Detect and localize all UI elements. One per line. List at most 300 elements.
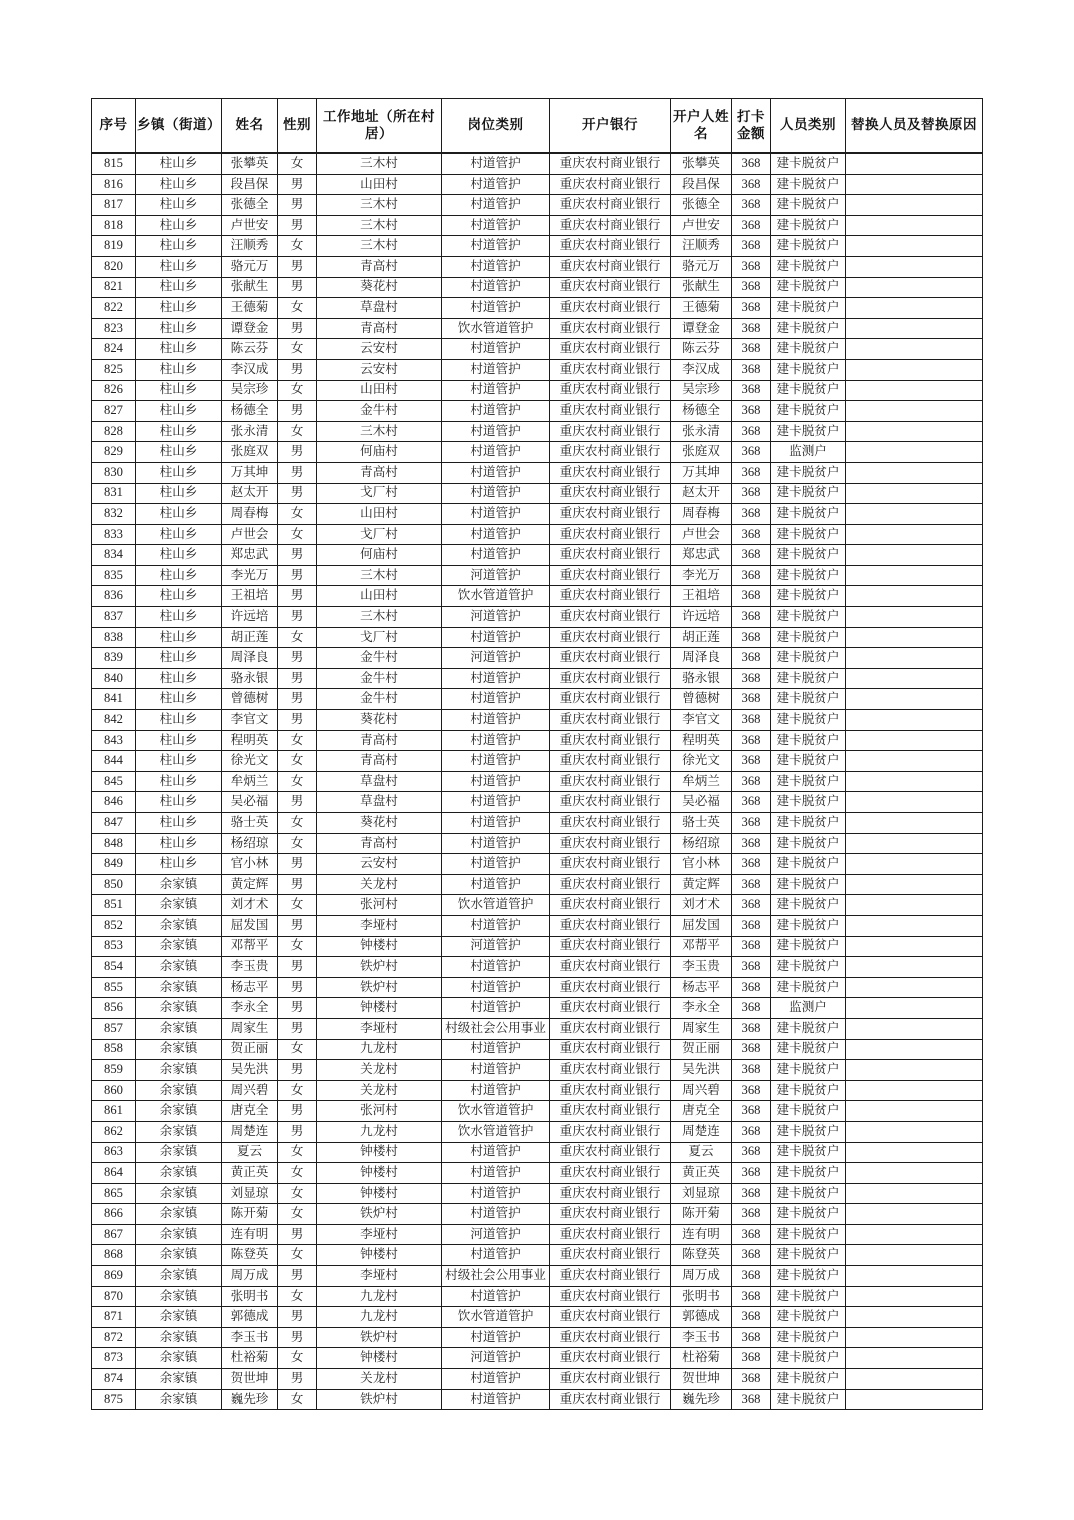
cell-category: 建卡脱贫户 xyxy=(771,1101,846,1122)
cell-serial: 837 xyxy=(92,607,136,628)
cell-gender: 女 xyxy=(278,627,317,648)
cell-gender: 女 xyxy=(278,813,317,834)
cell-bank: 重庆农村商业银行 xyxy=(550,565,671,586)
cell-category: 建卡脱贫户 xyxy=(771,895,846,916)
cell-village: 钟楼村 xyxy=(317,936,442,957)
cell-account-name: 李玉贵 xyxy=(671,957,732,978)
column-header-position: 岗位类别 xyxy=(442,99,550,154)
cell-name: 贺世坤 xyxy=(222,1369,278,1390)
cell-account-name: 李光万 xyxy=(671,565,732,586)
cell-serial: 866 xyxy=(92,1204,136,1225)
cell-category: 建卡脱贫户 xyxy=(771,689,846,710)
cell-name: 骆士英 xyxy=(222,813,278,834)
cell-position: 村道管护 xyxy=(442,751,550,772)
cell-gender: 男 xyxy=(278,957,317,978)
cell-gender: 男 xyxy=(278,874,317,895)
cell-replacement xyxy=(846,1286,983,1307)
cell-township: 柱山乡 xyxy=(136,215,222,236)
cell-account-name: 连有明 xyxy=(671,1224,732,1245)
cell-bank: 重庆农村商业银行 xyxy=(550,854,671,875)
cell-account-name: 骆永银 xyxy=(671,668,732,689)
cell-name: 黄定辉 xyxy=(222,874,278,895)
cell-village: 三木村 xyxy=(317,153,442,174)
cell-township: 柱山乡 xyxy=(136,504,222,525)
cell-amount: 368 xyxy=(732,730,771,751)
cell-village: 关龙村 xyxy=(317,1080,442,1101)
cell-serial: 843 xyxy=(92,730,136,751)
cell-gender: 男 xyxy=(278,1018,317,1039)
cell-bank: 重庆农村商业银行 xyxy=(550,504,671,525)
cell-amount: 368 xyxy=(732,1389,771,1410)
cell-amount: 368 xyxy=(732,1327,771,1348)
cell-amount: 368 xyxy=(732,771,771,792)
cell-amount: 368 xyxy=(732,586,771,607)
cell-township: 柱山乡 xyxy=(136,359,222,380)
cell-category: 建卡脱贫户 xyxy=(771,483,846,504)
cell-replacement xyxy=(846,1101,983,1122)
cell-category: 监测户 xyxy=(771,998,846,1019)
cell-account-name: 周泽良 xyxy=(671,648,732,669)
cell-amount: 368 xyxy=(732,1286,771,1307)
table-row xyxy=(92,174,983,195)
cell-gender: 男 xyxy=(278,648,317,669)
cell-position: 河道管护 xyxy=(442,648,550,669)
cell-bank: 重庆农村商业银行 xyxy=(550,380,671,401)
cell-bank: 重庆农村商业银行 xyxy=(550,1121,671,1142)
cell-bank: 重庆农村商业银行 xyxy=(550,1348,671,1369)
cell-amount: 368 xyxy=(732,359,771,380)
cell-bank: 重庆农村商业银行 xyxy=(550,153,671,174)
cell-bank: 重庆农村商业银行 xyxy=(550,339,671,360)
table-row xyxy=(92,1101,983,1122)
cell-township: 柱山乡 xyxy=(136,771,222,792)
cell-gender: 男 xyxy=(278,1266,317,1287)
cell-replacement xyxy=(846,771,983,792)
table-row xyxy=(92,339,983,360)
cell-position: 饮水管道管护 xyxy=(442,1121,550,1142)
cell-category: 建卡脱贫户 xyxy=(771,1307,846,1328)
cell-bank: 重庆农村商业银行 xyxy=(550,813,671,834)
cell-village: 三木村 xyxy=(317,215,442,236)
cell-replacement xyxy=(846,442,983,463)
cell-bank: 重庆农村商业银行 xyxy=(550,977,671,998)
cell-township: 柱山乡 xyxy=(136,442,222,463)
cell-serial: 826 xyxy=(92,380,136,401)
cell-serial: 846 xyxy=(92,792,136,813)
cell-village: 草盘村 xyxy=(317,792,442,813)
cell-name: 许远培 xyxy=(222,607,278,628)
cell-gender: 男 xyxy=(278,1060,317,1081)
cell-gender: 男 xyxy=(278,565,317,586)
cell-amount: 368 xyxy=(732,957,771,978)
cell-name: 周春梅 xyxy=(222,504,278,525)
cell-account-name: 程明英 xyxy=(671,730,732,751)
cell-account-name: 刘才术 xyxy=(671,895,732,916)
cell-village: 葵花村 xyxy=(317,813,442,834)
cell-serial: 853 xyxy=(92,936,136,957)
cell-replacement xyxy=(846,648,983,669)
cell-position: 村道管护 xyxy=(442,1163,550,1184)
cell-village: 金牛村 xyxy=(317,648,442,669)
table-row xyxy=(92,215,983,236)
table-row xyxy=(92,1121,983,1142)
cell-township: 余家镇 xyxy=(136,998,222,1019)
cell-serial: 817 xyxy=(92,195,136,216)
cell-name: 李永全 xyxy=(222,998,278,1019)
cell-position: 饮水管道管护 xyxy=(442,318,550,339)
cell-category: 建卡脱贫户 xyxy=(771,524,846,545)
cell-gender: 男 xyxy=(278,256,317,277)
cell-name: 赵太开 xyxy=(222,483,278,504)
cell-position: 村道管护 xyxy=(442,1389,550,1410)
cell-bank: 重庆农村商业银行 xyxy=(550,1142,671,1163)
cell-position: 河道管护 xyxy=(442,936,550,957)
cell-replacement xyxy=(846,586,983,607)
cell-account-name: 卢世会 xyxy=(671,524,732,545)
cell-name: 段昌保 xyxy=(222,174,278,195)
cell-amount: 368 xyxy=(732,401,771,422)
cell-account-name: 汪顺秀 xyxy=(671,236,732,257)
cell-village: 金牛村 xyxy=(317,689,442,710)
cell-position: 村道管护 xyxy=(442,1369,550,1390)
cell-township: 余家镇 xyxy=(136,1039,222,1060)
cell-category: 建卡脱贫户 xyxy=(771,813,846,834)
cell-bank: 重庆农村商业银行 xyxy=(550,1163,671,1184)
cell-serial: 842 xyxy=(92,710,136,731)
cell-account-name: 唐克全 xyxy=(671,1101,732,1122)
cell-bank: 重庆农村商业银行 xyxy=(550,730,671,751)
cell-gender: 男 xyxy=(278,195,317,216)
cell-position: 村道管护 xyxy=(442,298,550,319)
cell-account-name: 段昌保 xyxy=(671,174,732,195)
cell-replacement xyxy=(846,1121,983,1142)
cell-township: 余家镇 xyxy=(136,1224,222,1245)
cell-serial: 865 xyxy=(92,1183,136,1204)
cell-gender: 男 xyxy=(278,442,317,463)
cell-name: 张庭双 xyxy=(222,442,278,463)
cell-category: 建卡脱贫户 xyxy=(771,607,846,628)
table-row xyxy=(92,874,983,895)
cell-village: 铁炉村 xyxy=(317,977,442,998)
cell-township: 柱山乡 xyxy=(136,792,222,813)
cell-bank: 重庆农村商业银行 xyxy=(550,668,671,689)
cell-bank: 重庆农村商业银行 xyxy=(550,483,671,504)
cell-gender: 男 xyxy=(278,545,317,566)
cell-name: 曾德树 xyxy=(222,689,278,710)
cell-gender: 女 xyxy=(278,730,317,751)
cell-serial: 856 xyxy=(92,998,136,1019)
cell-serial: 819 xyxy=(92,236,136,257)
cell-name: 连有明 xyxy=(222,1224,278,1245)
cell-position: 饮水管道管护 xyxy=(442,1101,550,1122)
cell-bank: 重庆农村商业银行 xyxy=(550,1224,671,1245)
cell-bank: 重庆农村商业银行 xyxy=(550,1266,671,1287)
cell-amount: 368 xyxy=(732,1204,771,1225)
cell-replacement xyxy=(846,545,983,566)
cell-amount: 368 xyxy=(732,627,771,648)
cell-amount: 368 xyxy=(732,1245,771,1266)
cell-township: 柱山乡 xyxy=(136,833,222,854)
cell-township: 余家镇 xyxy=(136,1183,222,1204)
cell-category: 建卡脱贫户 xyxy=(771,833,846,854)
cell-position: 河道管护 xyxy=(442,1224,550,1245)
cell-account-name: 黄正英 xyxy=(671,1163,732,1184)
cell-position: 村道管护 xyxy=(442,771,550,792)
table-row xyxy=(92,545,983,566)
cell-amount: 368 xyxy=(732,977,771,998)
cell-bank: 重庆农村商业银行 xyxy=(550,1101,671,1122)
cell-account-name: 骆元万 xyxy=(671,256,732,277)
cell-township: 柱山乡 xyxy=(136,751,222,772)
cell-category: 建卡脱贫户 xyxy=(771,1286,846,1307)
cell-name: 李官文 xyxy=(222,710,278,731)
cell-category: 建卡脱贫户 xyxy=(771,421,846,442)
cell-village: 戈厂村 xyxy=(317,524,442,545)
cell-gender: 女 xyxy=(278,339,317,360)
cell-account-name: 周春梅 xyxy=(671,504,732,525)
cell-replacement xyxy=(846,689,983,710)
cell-gender: 男 xyxy=(278,462,317,483)
cell-bank: 重庆农村商业银行 xyxy=(550,1327,671,1348)
cell-bank: 重庆农村商业银行 xyxy=(550,545,671,566)
table-row xyxy=(92,792,983,813)
cell-replacement xyxy=(846,1266,983,1287)
cell-village: 钟楼村 xyxy=(317,1183,442,1204)
cell-name: 张永清 xyxy=(222,421,278,442)
cell-category: 建卡脱贫户 xyxy=(771,936,846,957)
cell-serial: 875 xyxy=(92,1389,136,1410)
cell-name: 夏云 xyxy=(222,1142,278,1163)
cell-category: 建卡脱贫户 xyxy=(771,1348,846,1369)
cell-village: 山田村 xyxy=(317,586,442,607)
cell-amount: 368 xyxy=(732,1369,771,1390)
table-row xyxy=(92,689,983,710)
table-row xyxy=(92,607,983,628)
cell-village: 铁炉村 xyxy=(317,1389,442,1410)
cell-replacement xyxy=(846,462,983,483)
cell-category: 建卡脱贫户 xyxy=(771,586,846,607)
cell-bank: 重庆农村商业银行 xyxy=(550,915,671,936)
cell-name: 刘才术 xyxy=(222,895,278,916)
cell-amount: 368 xyxy=(732,710,771,731)
cell-serial: 830 xyxy=(92,462,136,483)
cell-amount: 368 xyxy=(732,1183,771,1204)
cell-bank: 重庆农村商业银行 xyxy=(550,1245,671,1266)
cell-serial: 828 xyxy=(92,421,136,442)
cell-name: 李玉贵 xyxy=(222,957,278,978)
cell-position: 村道管护 xyxy=(442,627,550,648)
cell-name: 谭登金 xyxy=(222,318,278,339)
cell-account-name: 吴先洪 xyxy=(671,1060,732,1081)
cell-name: 周楚连 xyxy=(222,1121,278,1142)
cell-account-name: 牟炳兰 xyxy=(671,771,732,792)
cell-replacement xyxy=(846,792,983,813)
table-row xyxy=(92,1080,983,1101)
cell-amount: 368 xyxy=(732,833,771,854)
cell-township: 柱山乡 xyxy=(136,586,222,607)
cell-village: 三木村 xyxy=(317,607,442,628)
table-row xyxy=(92,730,983,751)
table-row xyxy=(92,668,983,689)
cell-township: 柱山乡 xyxy=(136,607,222,628)
cell-replacement xyxy=(846,998,983,1019)
cell-serial: 839 xyxy=(92,648,136,669)
column-header-name: 姓名 xyxy=(222,99,278,154)
cell-gender: 女 xyxy=(278,380,317,401)
cell-category: 建卡脱贫户 xyxy=(771,957,846,978)
cell-position: 村道管护 xyxy=(442,874,550,895)
cell-village: 钟楼村 xyxy=(317,1142,442,1163)
cell-name: 骆永银 xyxy=(222,668,278,689)
table-row xyxy=(92,1018,983,1039)
table-row xyxy=(92,895,983,916)
cell-account-name: 周家生 xyxy=(671,1018,732,1039)
cell-replacement xyxy=(846,668,983,689)
cell-amount: 368 xyxy=(732,1163,771,1184)
cell-position: 村道管护 xyxy=(442,442,550,463)
cell-replacement xyxy=(846,1327,983,1348)
cell-replacement xyxy=(846,1060,983,1081)
cell-gender: 女 xyxy=(278,1389,317,1410)
cell-account-name: 徐光文 xyxy=(671,751,732,772)
cell-account-name: 贺世坤 xyxy=(671,1369,732,1390)
cell-gender: 男 xyxy=(278,1101,317,1122)
cell-replacement xyxy=(846,1018,983,1039)
cell-township: 余家镇 xyxy=(136,1369,222,1390)
cell-position: 村道管护 xyxy=(442,833,550,854)
cell-position: 饮水管道管护 xyxy=(442,895,550,916)
cell-amount: 368 xyxy=(732,1142,771,1163)
cell-serial: 820 xyxy=(92,256,136,277)
cell-bank: 重庆农村商业银行 xyxy=(550,462,671,483)
cell-category: 建卡脱贫户 xyxy=(771,1327,846,1348)
cell-account-name: 赵太开 xyxy=(671,483,732,504)
cell-serial: 862 xyxy=(92,1121,136,1142)
cell-township: 余家镇 xyxy=(136,1060,222,1081)
cell-account-name: 官小林 xyxy=(671,854,732,875)
table-row xyxy=(92,298,983,319)
cell-amount: 368 xyxy=(732,607,771,628)
table-row xyxy=(92,1060,983,1081)
cell-bank: 重庆农村商业银行 xyxy=(550,1204,671,1225)
cell-township: 柱山乡 xyxy=(136,236,222,257)
cell-gender: 男 xyxy=(278,359,317,380)
cell-village: 云安村 xyxy=(317,339,442,360)
cell-position: 村道管护 xyxy=(442,174,550,195)
cell-category: 建卡脱贫户 xyxy=(771,1142,846,1163)
cell-replacement xyxy=(846,977,983,998)
cell-serial: 874 xyxy=(92,1369,136,1390)
cell-bank: 重庆农村商业银行 xyxy=(550,792,671,813)
table-row xyxy=(92,1266,983,1287)
cell-gender: 男 xyxy=(278,174,317,195)
cell-gender: 女 xyxy=(278,895,317,916)
cell-account-name: 吴宗珍 xyxy=(671,380,732,401)
cell-position: 村道管护 xyxy=(442,277,550,298)
cell-name: 徐光文 xyxy=(222,751,278,772)
cell-position: 村道管护 xyxy=(442,1142,550,1163)
table-row xyxy=(92,1163,983,1184)
cell-serial: 864 xyxy=(92,1163,136,1184)
cell-gender: 男 xyxy=(278,1224,317,1245)
cell-replacement xyxy=(846,710,983,731)
cell-amount: 368 xyxy=(732,1224,771,1245)
cell-gender: 男 xyxy=(278,854,317,875)
cell-township: 柱山乡 xyxy=(136,710,222,731)
cell-name: 杨绍琼 xyxy=(222,833,278,854)
cell-township: 余家镇 xyxy=(136,1307,222,1328)
cell-township: 余家镇 xyxy=(136,874,222,895)
cell-gender: 女 xyxy=(278,1163,317,1184)
cell-gender: 女 xyxy=(278,1286,317,1307)
cell-serial: 863 xyxy=(92,1142,136,1163)
table-row xyxy=(92,648,983,669)
cell-account-name: 吴必福 xyxy=(671,792,732,813)
cell-account-name: 张永清 xyxy=(671,421,732,442)
cell-replacement xyxy=(846,359,983,380)
cell-name: 程明英 xyxy=(222,730,278,751)
cell-gender: 男 xyxy=(278,977,317,998)
cell-replacement xyxy=(846,483,983,504)
cell-position: 村级社会公用事业 xyxy=(442,1018,550,1039)
cell-name: 张德全 xyxy=(222,195,278,216)
cell-amount: 368 xyxy=(732,215,771,236)
cell-village: 三木村 xyxy=(317,236,442,257)
cell-township: 余家镇 xyxy=(136,1142,222,1163)
cell-amount: 368 xyxy=(732,936,771,957)
cell-amount: 368 xyxy=(732,462,771,483)
cell-account-name: 杨绍琼 xyxy=(671,833,732,854)
cell-village: 山田村 xyxy=(317,504,442,525)
table-row xyxy=(92,1142,983,1163)
cell-account-name: 郭德成 xyxy=(671,1307,732,1328)
cell-village: 青高村 xyxy=(317,730,442,751)
cell-village: 关龙村 xyxy=(317,1369,442,1390)
cell-category: 建卡脱贫户 xyxy=(771,1039,846,1060)
cell-amount: 368 xyxy=(732,524,771,545)
cell-gender: 男 xyxy=(278,1307,317,1328)
cell-serial: 824 xyxy=(92,339,136,360)
cell-bank: 重庆农村商业银行 xyxy=(550,236,671,257)
cell-category: 建卡脱贫户 xyxy=(771,174,846,195)
cell-replacement xyxy=(846,565,983,586)
cell-position: 村道管护 xyxy=(442,504,550,525)
cell-bank: 重庆农村商业银行 xyxy=(550,1080,671,1101)
table-row xyxy=(92,153,983,174)
cell-position: 村道管护 xyxy=(442,401,550,422)
cell-account-name: 周兴碧 xyxy=(671,1080,732,1101)
cell-amount: 368 xyxy=(732,421,771,442)
cell-gender: 男 xyxy=(278,668,317,689)
cell-position: 河道管护 xyxy=(442,607,550,628)
table-row xyxy=(92,771,983,792)
cell-amount: 368 xyxy=(732,1101,771,1122)
cell-village: 九龙村 xyxy=(317,1121,442,1142)
cell-position: 村道管护 xyxy=(442,689,550,710)
cell-serial: 868 xyxy=(92,1245,136,1266)
cell-account-name: 卢世安 xyxy=(671,215,732,236)
cell-serial: 829 xyxy=(92,442,136,463)
cell-bank: 重庆农村商业银行 xyxy=(550,689,671,710)
cell-category: 建卡脱贫户 xyxy=(771,1080,846,1101)
cell-amount: 368 xyxy=(732,689,771,710)
column-header-village: 工作地址（所在村居） xyxy=(317,99,442,154)
cell-gender: 男 xyxy=(278,215,317,236)
cell-category: 建卡脱贫户 xyxy=(771,153,846,174)
cell-gender: 女 xyxy=(278,1039,317,1060)
cell-amount: 368 xyxy=(732,751,771,772)
cell-replacement xyxy=(846,833,983,854)
